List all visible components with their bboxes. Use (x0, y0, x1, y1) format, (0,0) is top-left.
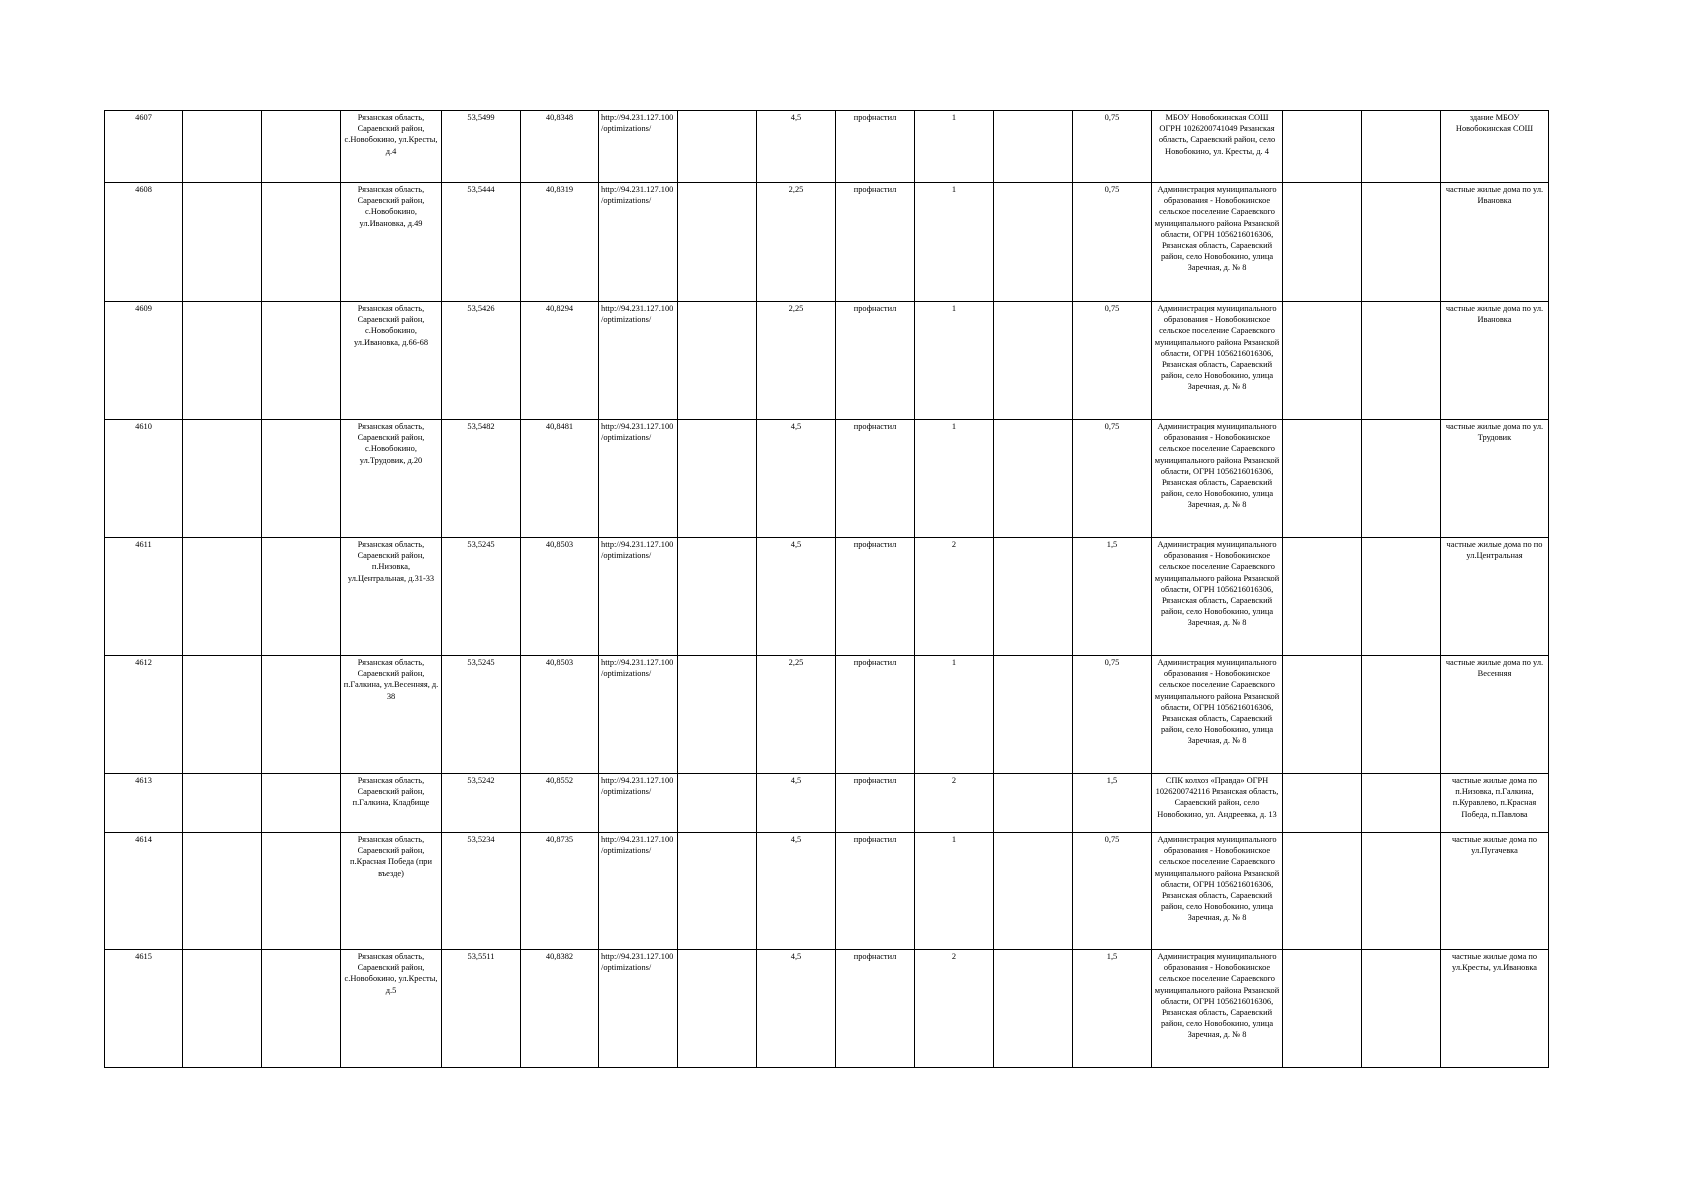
empty-cell (994, 183, 1073, 302)
empty-cell (1362, 833, 1441, 950)
site-owner: Администрация муниципального образования - Новобокинское сельское поселение Сараевского муниципального района Рязанской области, ОГРН 1056216016306, Рязанская область, Сараевский район, село Новобокино, улица Заречная, д. № 8 (1152, 538, 1283, 656)
site-area: 2,25 (757, 656, 836, 774)
site-owner: Администрация муниципального образования - Новобокинское сельское поселение Сараевского муниципального района Рязанской области, ОГРН 1056216016306, Рязанская область, Сараевский район, село Новобокино, улица Заречная, д. № 8 (1152, 420, 1283, 538)
site-address: Рязанская область, Сараевский район, с.Новобокино, ул.Трудовик, д.20 (341, 420, 442, 538)
site-area: 4,5 (757, 950, 836, 1068)
container-count: 1 (915, 656, 994, 774)
empty-cell (1362, 111, 1441, 183)
site-address: Рязанская область, Сараевский район, с.Новобокино, ул.Ивановка, д.66-68 (341, 302, 442, 420)
surface-type: профнастил (836, 420, 915, 538)
site-address: Рязанская область, Сараевский район, п.Красная Победа (при въезде) (341, 833, 442, 950)
empty-cell (678, 833, 757, 950)
surface-type: профнастил (836, 656, 915, 774)
longitude: 40,8735 (521, 833, 599, 950)
waste-sources: частные жилые дома по ул.Кресты, ул.Ивановка (1441, 950, 1549, 1068)
container-count: 1 (915, 183, 994, 302)
empty-cell (994, 538, 1073, 656)
site-owner: Администрация муниципального образования - Новобокинское сельское поселение Сараевского муниципального района Рязанской области, ОГРН 1056216016306, Рязанская область, Сараевский район, село Новобокино, улица Заречная, д. № 8 (1152, 302, 1283, 420)
site-area: 2,25 (757, 183, 836, 302)
empty-cell (183, 183, 262, 302)
empty-cell (994, 111, 1073, 183)
longitude: 40,8294 (521, 302, 599, 420)
empty-cell (1283, 420, 1362, 538)
empty-cell (1362, 183, 1441, 302)
site-area: 4,5 (757, 538, 836, 656)
container-count: 1 (915, 111, 994, 183)
row-number: 4609 (105, 302, 183, 420)
map-link[interactable]: http://94.231.127.100/optimizations/ (599, 950, 678, 1068)
empty-cell (1362, 302, 1441, 420)
empty-cell (262, 111, 341, 183)
site-address: Рязанская область, Сараевский район, с.Новобокино, ул.Кресты, д.4 (341, 111, 442, 183)
longitude: 40,8481 (521, 420, 599, 538)
container-count: 1 (915, 833, 994, 950)
empty-cell (1362, 420, 1441, 538)
container-volume: 0,75 (1073, 833, 1152, 950)
site-owner: Администрация муниципального образования - Новобокинское сельское поселение Сараевского муниципального района Рязанской области, ОГРН 1056216016306, Рязанская область, Сараевский район, село Новобокино, улица Заречная, д. № 8 (1152, 833, 1283, 950)
empty-cell (262, 774, 341, 833)
empty-cell (1362, 950, 1441, 1068)
latitude: 53,5245 (442, 656, 521, 774)
row-number: 4612 (105, 656, 183, 774)
site-area: 4,5 (757, 111, 836, 183)
latitude: 53,5511 (442, 950, 521, 1068)
surface-type: профнастил (836, 774, 915, 833)
waste-sources: частные жилые дома по п.Низовка, п.Галкина, п.Куравлево, п.Красная Победа, п.Павлова (1441, 774, 1549, 833)
map-link[interactable]: http://94.231.127.100/optimizations/ (599, 833, 678, 950)
site-owner: СПК колхоз «Правда» ОГРН 1026200742116 Рязанская область, Сараевский район, село Новобокино, ул. Андреевка, д. 13 (1152, 774, 1283, 833)
surface-type: профнастил (836, 833, 915, 950)
empty-cell (1283, 111, 1362, 183)
site-address: Рязанская область, Сараевский район, с.Новобокино, ул.Кресты, д.5 (341, 950, 442, 1068)
table-row (105, 111, 1549, 183)
site-address: Рязанская область, Сараевский район, п.Галкина, ул.Весенняя, д. 38 (341, 656, 442, 774)
empty-cell (678, 656, 757, 774)
site-area: 4,5 (757, 420, 836, 538)
row-number: 4613 (105, 774, 183, 833)
empty-cell (678, 950, 757, 1068)
container-volume: 0,75 (1073, 183, 1152, 302)
row-number: 4615 (105, 950, 183, 1068)
longitude: 40,8552 (521, 774, 599, 833)
empty-cell (262, 656, 341, 774)
row-number: 4610 (105, 420, 183, 538)
container-count: 1 (915, 302, 994, 420)
empty-cell (678, 420, 757, 538)
empty-cell (1362, 538, 1441, 656)
surface-type: профнастил (836, 111, 915, 183)
table-row (105, 774, 1549, 833)
surface-type: профнастил (836, 183, 915, 302)
latitude: 53,5482 (442, 420, 521, 538)
empty-cell (262, 538, 341, 656)
empty-cell (262, 183, 341, 302)
site-owner: Администрация муниципального образования - Новобокинское сельское поселение Сараевского муниципального района Рязанской области, ОГРН 1056216016306, Рязанская область, Сараевский район, село Новобокино, улица Заречная, д. № 8 (1152, 183, 1283, 302)
site-address: Рязанская область, Сараевский район, с.Новобокино, ул.Ивановка, д.49 (341, 183, 442, 302)
empty-cell (262, 420, 341, 538)
table-row (105, 656, 1549, 774)
map-link[interactable]: http://94.231.127.100/optimizations/ (599, 302, 678, 420)
empty-cell (678, 183, 757, 302)
latitude: 53,5444 (442, 183, 521, 302)
site-address: Рязанская область, Сараевский район, п.Галкина, Кладбище (341, 774, 442, 833)
waste-sources: частные жилые дома по ул. Весенняя (1441, 656, 1549, 774)
empty-cell (183, 833, 262, 950)
empty-cell (1283, 302, 1362, 420)
waste-sources: частные жилые дома по ул. Трудовик (1441, 420, 1549, 538)
map-link[interactable]: http://94.231.127.100/optimizations/ (599, 774, 678, 833)
empty-cell (262, 950, 341, 1068)
table-row (105, 833, 1549, 950)
longitude: 40,8319 (521, 183, 599, 302)
empty-cell (994, 950, 1073, 1068)
longitude: 40,8503 (521, 656, 599, 774)
map-link[interactable]: http://94.231.127.100/optimizations/ (599, 183, 678, 302)
latitude: 53,5242 (442, 774, 521, 833)
row-number: 4607 (105, 111, 183, 183)
table-row (105, 302, 1549, 420)
container-count: 2 (915, 538, 994, 656)
empty-cell (262, 833, 341, 950)
empty-cell (678, 111, 757, 183)
container-sites-table (104, 110, 1549, 1068)
empty-cell (183, 111, 262, 183)
waste-sources: частные жилые дома по ул. Ивановка (1441, 183, 1549, 302)
row-number: 4614 (105, 833, 183, 950)
latitude: 53,5426 (442, 302, 521, 420)
container-volume: 1,5 (1073, 538, 1152, 656)
empty-cell (183, 420, 262, 538)
waste-sources: частные жилые дома по по ул.Центральная (1441, 538, 1549, 656)
latitude: 53,5499 (442, 111, 521, 183)
map-link[interactable]: http://94.231.127.100/optimizations/ (599, 656, 678, 774)
site-area: 2,25 (757, 302, 836, 420)
container-count: 2 (915, 774, 994, 833)
empty-cell (994, 774, 1073, 833)
row-number: 4611 (105, 538, 183, 656)
empty-cell (1283, 774, 1362, 833)
map-link[interactable]: http://94.231.127.100/optimizations/ (599, 538, 678, 656)
map-link[interactable]: http://94.231.127.100/optimizations/ (599, 111, 678, 183)
empty-cell (1283, 656, 1362, 774)
empty-cell (678, 774, 757, 833)
waste-sources: здание МБОУ Новобокинская СОШ (1441, 111, 1549, 183)
site-area: 4,5 (757, 833, 836, 950)
surface-type: профнастил (836, 538, 915, 656)
empty-cell (183, 950, 262, 1068)
empty-cell (1283, 183, 1362, 302)
empty-cell (994, 420, 1073, 538)
empty-cell (678, 538, 757, 656)
empty-cell (183, 538, 262, 656)
table-row (105, 950, 1549, 1068)
container-volume: 1,5 (1073, 950, 1152, 1068)
empty-cell (183, 656, 262, 774)
surface-type: профнастил (836, 302, 915, 420)
site-area: 4,5 (757, 774, 836, 833)
surface-type: профнастил (836, 950, 915, 1068)
empty-cell (1283, 538, 1362, 656)
empty-cell (994, 302, 1073, 420)
container-volume: 0,75 (1073, 302, 1152, 420)
longitude: 40,8348 (521, 111, 599, 183)
container-volume: 0,75 (1073, 420, 1152, 538)
site-owner: Администрация муниципального образования - Новобокинское сельское поселение Сараевского муниципального района Рязанской области, ОГРН 1056216016306, Рязанская область, Сараевский район, село Новобокино, улица Заречная, д. № 8 (1152, 950, 1283, 1068)
longitude: 40,8503 (521, 538, 599, 656)
empty-cell (183, 302, 262, 420)
empty-cell (1362, 656, 1441, 774)
empty-cell (183, 774, 262, 833)
site-owner: Администрация муниципального образования - Новобокинское сельское поселение Сараевского муниципального района Рязанской области, ОГРН 1056216016306, Рязанская область, Сараевский район, село Новобокино, улица Заречная, д. № 8 (1152, 656, 1283, 774)
latitude: 53,5245 (442, 538, 521, 656)
waste-sources: частные жилые дома по ул.Пугачевка (1441, 833, 1549, 950)
site-owner: МБОУ Новобокинская СОШ ОГРН 1026200741049 Рязанская область, Сараевский район, село Новобокино, ул. Кресты, д. 4 (1152, 111, 1283, 183)
container-volume: 0,75 (1073, 656, 1152, 774)
container-volume: 1,5 (1073, 774, 1152, 833)
empty-cell (994, 833, 1073, 950)
empty-cell (994, 656, 1073, 774)
table-row (105, 183, 1549, 302)
table-row (105, 538, 1549, 656)
container-volume: 0,75 (1073, 111, 1152, 183)
empty-cell (1362, 774, 1441, 833)
latitude: 53,5234 (442, 833, 521, 950)
empty-cell (1283, 950, 1362, 1068)
waste-sources: частные жилые дома по ул. Ивановка (1441, 302, 1549, 420)
longitude: 40,8382 (521, 950, 599, 1068)
container-count: 2 (915, 950, 994, 1068)
table-row (105, 420, 1549, 538)
empty-cell (262, 302, 341, 420)
site-address: Рязанская область, Сараевский район, п.Низовка, ул.Центральная, д.31-33 (341, 538, 442, 656)
empty-cell (1283, 833, 1362, 950)
container-count: 1 (915, 420, 994, 538)
empty-cell (678, 302, 757, 420)
map-link[interactable]: http://94.231.127.100/optimizations/ (599, 420, 678, 538)
row-number: 4608 (105, 183, 183, 302)
